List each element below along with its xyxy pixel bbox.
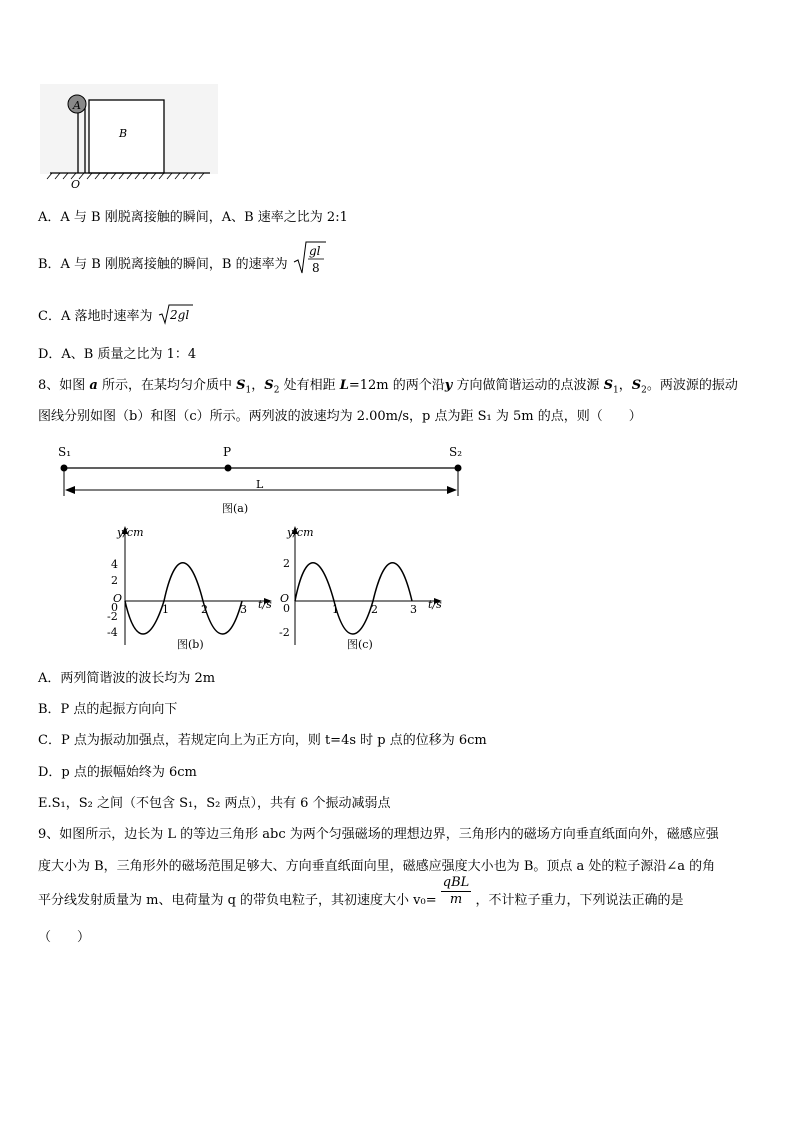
q8-option-c: C．P 点为振动加强点，若规定向上为正方向，则 t=4s 时 p 点的位移为 6cm [38,733,487,748]
c-ytick-2: 2 [283,557,290,570]
c-origin: O [280,592,290,605]
sqrt-radicand: 2gl [169,307,189,322]
q7-option-b [38,243,328,276]
q9-stem-line3 [38,875,684,908]
q9-frac-num: qBL [442,875,470,890]
q8-option-a: A．两列简谐波的波长均为 2m [38,671,216,686]
label-o: O [71,178,81,191]
figure-b [105,520,280,655]
q9-stem-line1: 9、如图所示，边长为 L 的等边三角形 abc 为两个匀强磁场的理想边界，三角形内的磁场方向垂直纸面向外，磁感应强 [38,827,719,842]
q9-fraction [441,875,472,908]
b-xtick-2: 2 [201,603,208,616]
b-ytick-2: 2 [111,574,118,587]
q8-option-b: B．P 点的起振方向向下 [38,702,178,717]
b-ylabel: y/cm [117,526,144,539]
q7-option-c-text: C．A 落地时速率为 [38,309,153,324]
label-s1: S₁ [58,445,72,459]
sqrt-denominator: 8 [311,260,320,275]
b-xlabel: t/s [258,598,272,611]
c-xtick-1: 1 [332,603,339,616]
q9-stem-line4: （ ） [38,930,91,945]
sqrt-2gl [157,303,195,325]
c-ylabel: y/cm [287,526,314,539]
caption-b: 图(b) [177,638,204,651]
q8-stem-line1: 8、如图 a 所示，在某均匀介质中 $S_1$，$S_2$ 处有相距 L=12m 的两个沿y 方向做简谐运动的点波源 $S_1$，$S_2$。两波源的振动 [38,378,738,396]
figure-a [50,440,480,520]
caption-c: 图(c) [347,638,373,651]
q7-option-c [38,305,195,325]
b-ytick-m2: -2 [107,610,118,623]
sqrt-numerator: gl [308,243,321,258]
q8-option-d: D．p 点的振幅始终为 6cm [38,765,197,780]
b-origin: O [113,592,123,605]
b-xtick-3: 3 [240,603,247,616]
q9-line3-post: ，不计粒子重力，下列说法正确的是 [475,893,684,908]
point-p [225,465,232,472]
b-ytick-4: 4 [111,558,118,571]
b-xtick-1: 1 [162,603,169,616]
q8-stem-line2: 图线分别如图（b）和图（c）所示。两列波的波速均为 2.00m/s，p 点为距 S₁ 为 5m 的点，则（ ） [38,409,642,424]
c-ytick-0: 0 [283,602,290,615]
label-s2: S₂ [449,445,463,459]
c-xtick-2: 2 [371,603,378,616]
b-ytick-m4: -4 [107,626,118,639]
q7-option-a: A．A 与 B 刚脱离接触的瞬间，A、B 速率之比为 2:1 [38,210,348,225]
label-p: P [223,445,232,459]
c-ytick-m2: -2 [279,626,290,639]
sqrt-g-l-over-8 [292,240,328,276]
q9-frac-den: m [449,892,463,907]
label-l: L [256,478,264,491]
caption-a: 图(a) [222,502,249,515]
label-a: A [73,99,81,112]
q7-option-d: D．A、B 质量之比为 1：4 [38,347,197,362]
b-wave [125,563,242,634]
figure-c [275,520,450,655]
b-ytick-0: 0 [111,601,118,614]
c-xtick-3: 3 [410,603,417,616]
block-figure [40,84,220,194]
q7-option-b-text: B．A 与 B 刚脱离接触的瞬间，B 的速率为 [38,257,288,272]
q8-option-e: E.S₁，S₂ 之间（不包含 S₁，S₂ 两点），共有 6 个振动减弱点 [38,796,391,811]
c-xlabel: t/s [428,598,442,611]
c-wave [295,563,412,634]
q9-line3-pre: 平分线发射质量为 m、电荷量为 q 的带负电粒子，其初速度大小 v₀= [38,893,437,908]
label-b: B [119,127,128,140]
q9-stem-line2: 度大小为 B，三角形外的磁场范围足够大、方向垂直纸面向里，磁感应强度大小也为 B。顶点 a 处的粒子源沿∠a 的角 [38,859,716,874]
